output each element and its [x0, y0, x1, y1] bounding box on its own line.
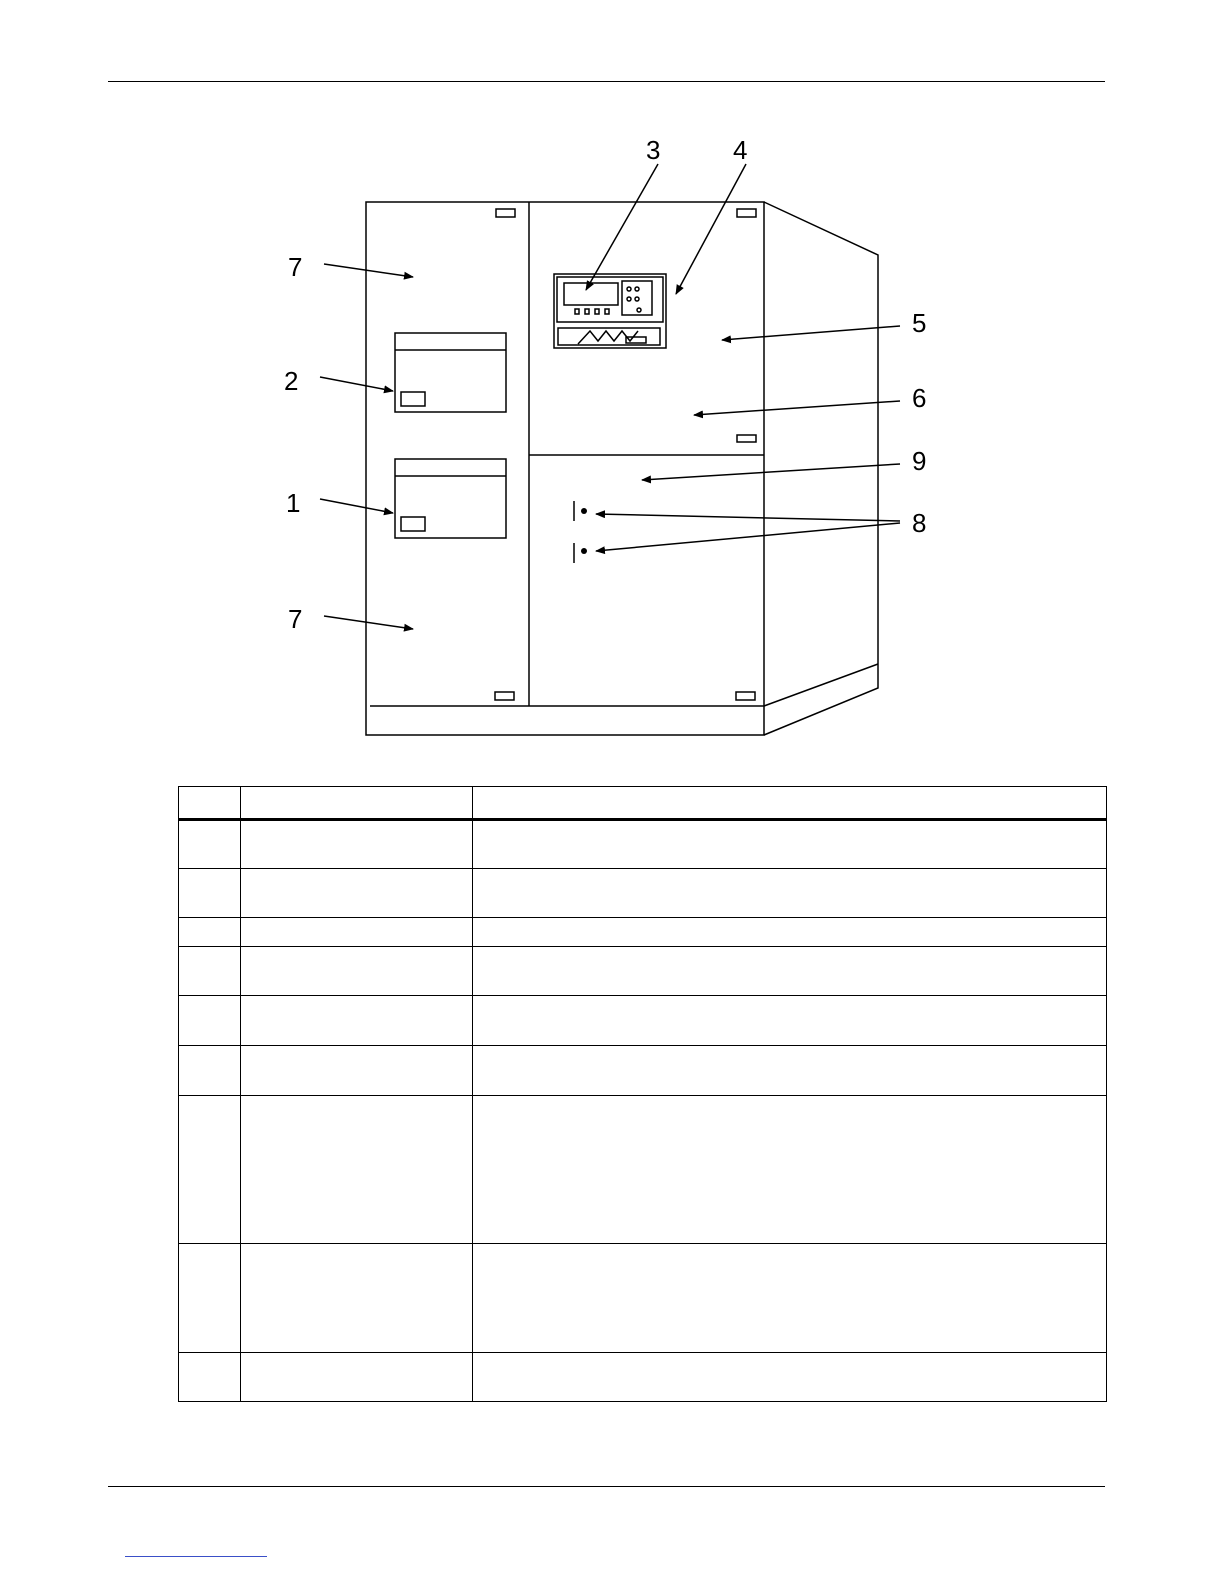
callout-5: 5: [912, 308, 927, 338]
table-row: [179, 1096, 1107, 1244]
table-cell: [179, 869, 241, 918]
table-cell: [241, 918, 473, 947]
table-cell: [473, 1046, 1107, 1096]
table-cell: [473, 1096, 1107, 1244]
table-cell: [241, 1244, 473, 1353]
door-handle: [737, 209, 756, 217]
callout-3: 3: [646, 135, 661, 165]
table-cell: [473, 820, 1107, 869]
table-cell: [473, 918, 1107, 947]
cabinet-diagram: [0, 0, 1224, 780]
table-row: [179, 996, 1107, 1046]
header-cell: [241, 787, 473, 820]
table-cell: [473, 869, 1107, 918]
table-cell: [241, 869, 473, 918]
table-cell: [179, 1353, 241, 1402]
header-cell: [179, 787, 241, 820]
callout-7-top: 7: [288, 252, 303, 282]
table-cell: [241, 1353, 473, 1402]
cabinet-front: [366, 202, 764, 735]
table-cell: [241, 820, 473, 869]
table-cell: [179, 996, 241, 1046]
table-row: [179, 947, 1107, 996]
callout-2: 2: [284, 366, 299, 396]
table-cell: [241, 947, 473, 996]
table-cell: [241, 1046, 473, 1096]
callout-9: 9: [912, 446, 927, 476]
door-handle: [737, 435, 756, 442]
table-row: [179, 869, 1107, 918]
table-row: [179, 1244, 1107, 1353]
table-row: [179, 918, 1107, 947]
table-cell: [179, 918, 241, 947]
footer-rule: [108, 1486, 1105, 1487]
door-handle: [736, 692, 755, 700]
table-row: [179, 820, 1107, 869]
table-row: [179, 1046, 1107, 1096]
callout-7-bottom: 7: [288, 604, 303, 634]
table-cell: [473, 947, 1107, 996]
table-cell: [241, 1096, 473, 1244]
table-cell: [473, 1353, 1107, 1402]
table-row: [179, 1353, 1107, 1402]
callout-1: 1: [286, 488, 301, 518]
legend-table: [178, 786, 1107, 1402]
door-handle: [496, 209, 515, 217]
table-cell: [473, 996, 1107, 1046]
callout-4: 4: [733, 135, 748, 165]
table-cell: [179, 1046, 241, 1096]
table-cell: [179, 820, 241, 869]
callout-6: 6: [912, 383, 927, 413]
header-cell: [473, 787, 1107, 820]
breaker-panel-1: [395, 459, 506, 538]
callout-8: 8: [912, 508, 927, 538]
table-cell: [179, 1244, 241, 1353]
table-cell: [241, 996, 473, 1046]
table-cell: [179, 1096, 241, 1244]
table-cell: [179, 947, 241, 996]
table-header-row: [179, 787, 1107, 820]
footer-link-underline[interactable]: [125, 1556, 267, 1557]
breaker-panel-2: [395, 333, 506, 412]
table-cell: [473, 1244, 1107, 1353]
door-handle: [495, 692, 514, 700]
